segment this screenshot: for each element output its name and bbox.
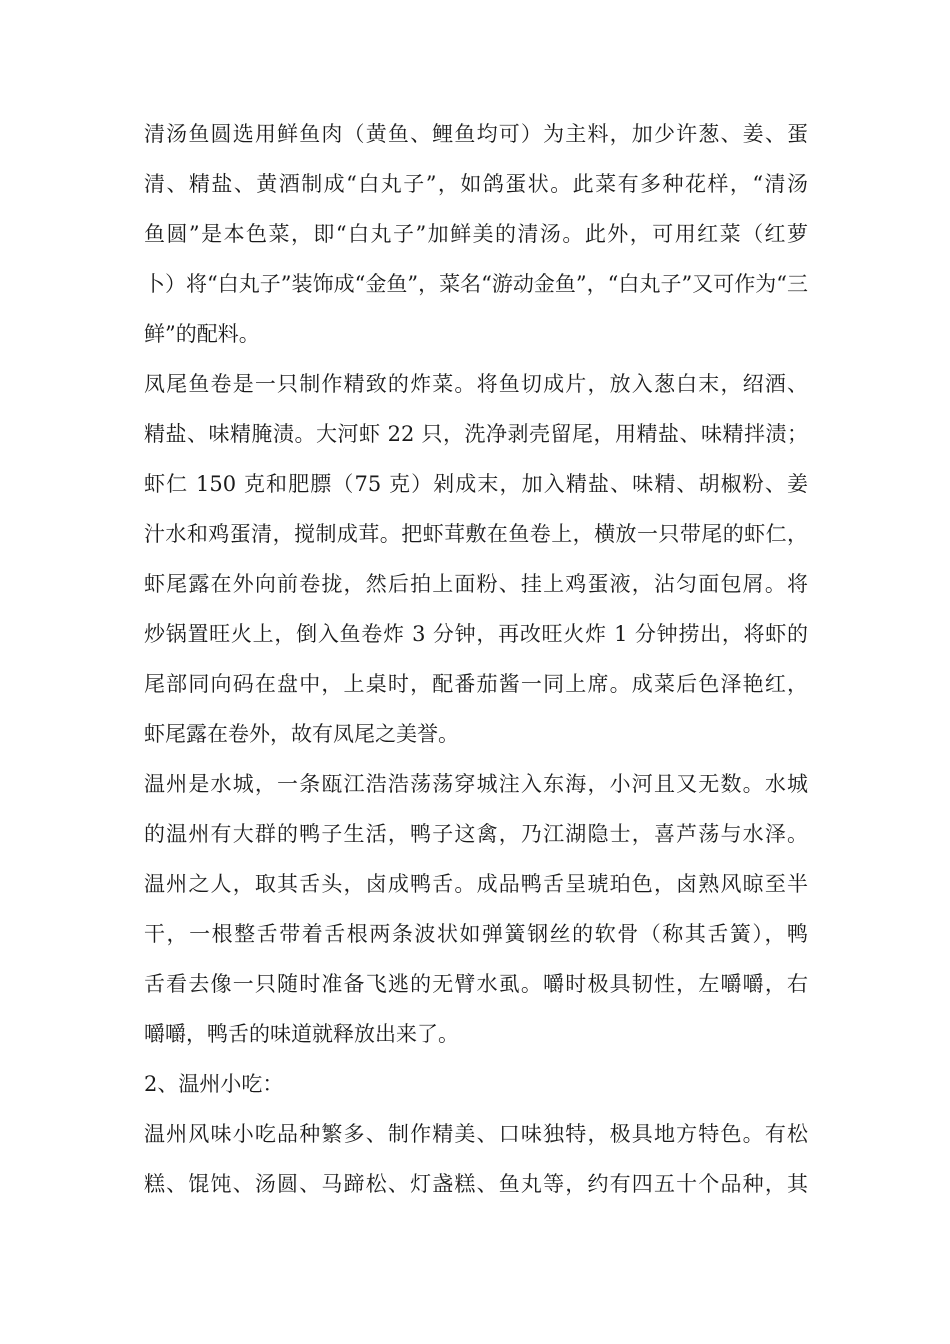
text-line: 温州风味小吃品种繁多、制作精美、口味独特，极具地方特色。有松 <box>144 1122 808 1146</box>
text-line: 干，一根整舌带着舌根两条波状如弹簧钢丝的软骨（称其舌簧），鸭 <box>144 922 808 946</box>
text-line: 2、温州小吃： <box>144 1072 284 1096</box>
text-line: 尾部同向码在盘中，上桌时，配番茄酱一同上席。成菜后色泽艳红， <box>144 672 808 696</box>
text-line: 虾尾露在外向前卷拢，然后拍上面粉、挂上鸡蛋液，沾匀面包屑。将 <box>144 572 808 596</box>
text-line: 温州之人，取其舌头，卤成鸭舌。成品鸭舌呈琥珀色，卤熟风晾至半 <box>144 872 808 896</box>
text-line: 虾尾露在卷外，故有凤尾之美誉。 <box>144 722 459 746</box>
text-line: 鱼圆”是本色菜，即“白丸子”加鲜美的清汤。此外，可用红菜（红萝 <box>144 222 808 246</box>
text-line: 凤尾鱼卷是一只制作精致的炸菜。将鱼切成片，放入葱白末，绍酒、 <box>144 372 808 396</box>
text-line: 嚼嚼，鸭舌的味道就释放出来了。 <box>144 1022 459 1046</box>
text-line: 鲜”的配料。 <box>144 322 260 346</box>
text-line: 炒锅置旺火上，倒入鱼卷炸 3 分钟，再改旺火炸 1 分钟捞出，将虾的 <box>144 622 808 646</box>
text-line: 清、精盐、黄酒制成“白丸子”，如鸽蛋状。此菜有多种花样，“清汤 <box>144 172 808 196</box>
text-line: 精盐、味精腌渍。大河虾 22 只，洗净剥壳留尾，用精盐、味精拌渍； <box>144 422 808 446</box>
text-line: 温州是水城，一条瓯江浩浩荡荡穿城注入东海，小河且又无数。水城 <box>144 772 808 796</box>
text-line: 虾仁 150 克和肥膘（75 克）剁成末，加入精盐、味精、胡椒粉、姜 <box>144 472 808 496</box>
text-line: 汁水和鸡蛋清，搅制成茸。把虾茸敷在鱼卷上，横放一只带尾的虾仁， <box>144 522 808 546</box>
text-line: 舌看去像一只随时准备飞逃的无臂水虱。嚼时极具韧性，左嚼嚼，右 <box>144 972 808 996</box>
text-line: 清汤鱼圆选用鲜鱼肉（黄鱼、鲤鱼均可）为主料，加少许葱、姜、蛋 <box>144 122 808 146</box>
text-line: 糕、馄饨、汤圆、马蹄松、灯盏糕、鱼丸等，约有四五十个品种，其 <box>144 1172 808 1196</box>
text-line: 卜）将“白丸子”装饰成“金鱼”，菜名“游动金鱼”，“白丸子”又可作为“三 <box>144 272 808 296</box>
text-line: 的温州有大群的鸭子生活，鸭子这禽，乃江湖隐士，喜芦荡与水泽。 <box>144 822 808 846</box>
